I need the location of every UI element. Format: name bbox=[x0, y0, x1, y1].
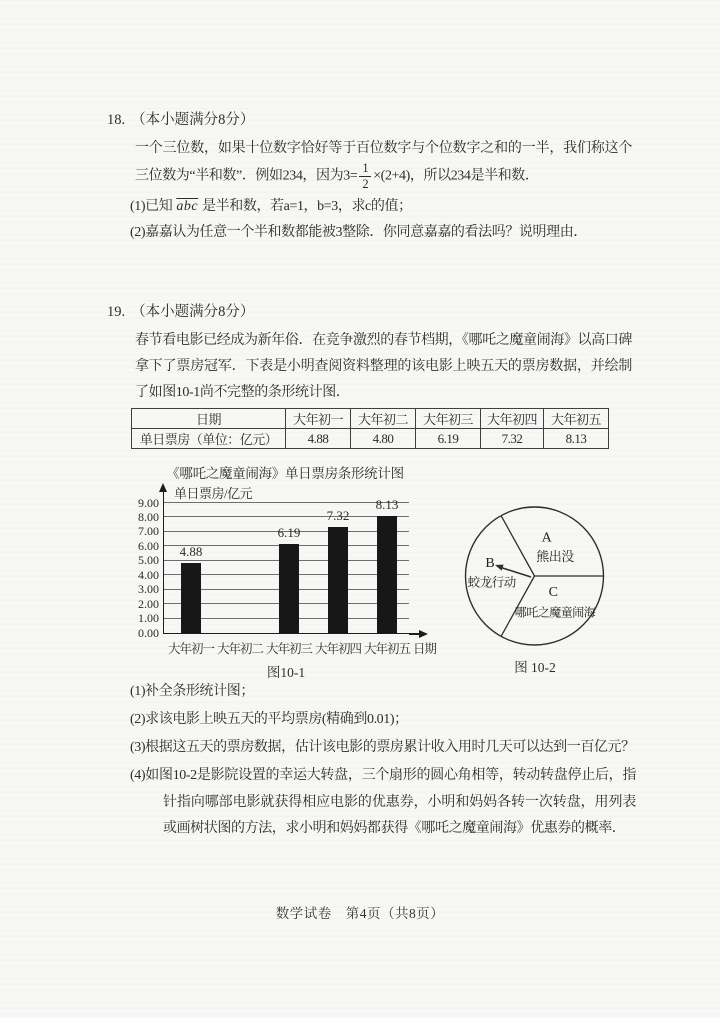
x-axis-tick-label: 大年初五 bbox=[363, 642, 410, 656]
item-1-suffix: 是半和数，若a=1，b=3，求c的值； bbox=[202, 198, 412, 214]
gridline bbox=[164, 516, 409, 517]
problem-19-intro: 春节看电影已经成为新年俗．在竞争激烈的春节档期，《哪吒之魔童闹海》以高口碑拿下了票房冠军．下表是小明查阅资料整理的该电影上映五天的票房数据，并绘制了如图10-1尚不完整的条形统计图． bbox=[135, 333, 632, 400]
problem-19-score: （本小题满分8分） bbox=[131, 304, 255, 320]
y-axis-tick-label: 1.00 bbox=[138, 611, 159, 626]
pie-chart-caption: 图 10-2 bbox=[514, 660, 556, 675]
fraction-one-half bbox=[359, 162, 371, 191]
x-axis-arrow-icon bbox=[419, 630, 432, 638]
y-axis-tick-label: 9.00 bbox=[138, 495, 159, 510]
bar bbox=[181, 563, 201, 634]
problem-18-heading bbox=[107, 108, 629, 129]
bar-value-label: 6.19 bbox=[277, 524, 301, 540]
y-axis-tick-label: 3.00 bbox=[138, 582, 159, 597]
bar bbox=[279, 544, 299, 633]
x-axis-tick-label: 大年初三 bbox=[265, 642, 312, 656]
bar-chart-y-axis-label: 单日票房/亿元 bbox=[174, 486, 253, 501]
pie-slice-b-id: B bbox=[485, 556, 495, 571]
question-2: (2)求该电影上映五天的平均票房(精确到0.01)； bbox=[130, 712, 408, 727]
problem-19 bbox=[107, 300, 632, 406]
wheel-pointer-arrow-icon bbox=[495, 565, 504, 571]
bar bbox=[377, 516, 397, 633]
table-value-day5: 8.13 bbox=[544, 429, 609, 449]
problem-18-intro-text-after: ×(2+4)，所以234是半和数． bbox=[373, 168, 539, 184]
problem-18-item-2: (2)嘉嘉认为任意一个半和数都能被3整除．你同意嘉嘉的看法吗？说明理由． bbox=[130, 224, 587, 240]
table-header-day2: 大年初二 bbox=[351, 409, 416, 429]
overline-abc: $\overline{abc}$ bbox=[176, 198, 199, 214]
problem-18 bbox=[107, 108, 632, 246]
table-value-day3: 6.19 bbox=[416, 429, 481, 449]
box-office-table bbox=[131, 408, 609, 449]
x-axis-tick-label: 大年初一 bbox=[167, 642, 214, 656]
problem-18-item-1 bbox=[130, 194, 632, 220]
problem-19-number: 19. bbox=[107, 304, 126, 320]
pie-slice-b-label: 蛟龙行动 bbox=[467, 575, 516, 590]
fraction-denominator: 2 bbox=[362, 176, 369, 191]
y-axis-tick-label: 8.00 bbox=[138, 509, 159, 524]
y-axis-arrow-icon bbox=[159, 479, 167, 492]
problem-18-items bbox=[130, 194, 632, 246]
bar-chart-title: 《哪吒之魔童闹海》单日票房条形统计图 bbox=[166, 466, 404, 481]
pie-slice-c-label: 哪吒之魔童闹海 bbox=[514, 605, 596, 620]
pie-chart-svg bbox=[455, 495, 655, 655]
bar-chart bbox=[138, 495, 437, 680]
item-1-prefix: (1)已知 bbox=[130, 198, 173, 214]
table-row-label: 单日票房（单位：亿元） bbox=[132, 429, 286, 449]
problem-18-score: （本小题满分8分） bbox=[131, 112, 255, 128]
pie-slice-a-label: 熊出没 bbox=[536, 549, 574, 564]
bar-value-label: 4.88 bbox=[179, 543, 203, 559]
y-axis-tick-label: 6.00 bbox=[138, 538, 159, 553]
bar-chart-plot bbox=[138, 495, 437, 680]
y-axis-tick-label: 0.00 bbox=[138, 625, 159, 640]
bar-value-label: 7.32 bbox=[326, 508, 350, 524]
table-header-row bbox=[132, 409, 609, 429]
pie-slice-a-id: A bbox=[541, 530, 552, 546]
problem-19-questions bbox=[130, 679, 636, 844]
fraction-numerator: 1 bbox=[359, 162, 371, 177]
problem-19-heading bbox=[107, 300, 629, 321]
bar-chart-x-axis-label: 日期 bbox=[413, 642, 437, 656]
problem-18-intro bbox=[135, 136, 632, 191]
x-axis-tick-label: 大年初四 bbox=[314, 642, 361, 656]
table-header-date: 日期 bbox=[132, 409, 286, 429]
pie-chart bbox=[455, 495, 655, 680]
page-footer: 数学试卷 第4页（共8页） bbox=[275, 906, 445, 921]
question-4: (4)如图10-2是影院设置的幸运大转盘，三个扇形的圆心角相等，转动转盘停止后，指针指向哪部电影就获得相应电影的优惠券，小明和妈妈各转一次转盘，用列表或画树状图的方法，求小明和妈妈都获得《哪吒之魔童闹海》优惠券的概率． bbox=[130, 768, 636, 836]
y-axis-tick-label: 7.00 bbox=[138, 524, 159, 539]
y-axis-tick-label: 5.00 bbox=[138, 553, 159, 568]
table-value-day2: 4.80 bbox=[351, 429, 416, 449]
bar bbox=[328, 527, 348, 633]
bar-value-label: 8.13 bbox=[375, 496, 399, 512]
table-header-day5: 大年初五 bbox=[544, 409, 609, 429]
pie-slice-c-id: C bbox=[548, 585, 558, 600]
question-3: (3)根据这五天的票房数据，估计该电影的票房累计收入用时几天可以达到一百亿元？ bbox=[130, 740, 635, 755]
table-header-day3: 大年初三 bbox=[416, 409, 481, 429]
table-value-day4: 7.32 bbox=[481, 429, 544, 449]
question-1: (1)补全条形统计图； bbox=[130, 684, 254, 699]
problem-18-intro-text: 一个三位数，如果十位数字恰好等于百位数字与个位数字之和的一半，我们称这个三位数为“半和数”．例如234，因为3= bbox=[135, 141, 632, 184]
problem-18-number: 18. bbox=[107, 112, 126, 128]
y-axis-tick-label: 4.00 bbox=[138, 567, 159, 582]
table-header-day4: 大年初四 bbox=[481, 409, 544, 429]
y-axis-tick-label: 2.00 bbox=[138, 596, 159, 611]
bar-chart-caption: 图10-1 bbox=[266, 665, 306, 680]
x-axis-tick-label: 大年初二 bbox=[216, 642, 263, 656]
table-value-day1: 4.88 bbox=[286, 429, 351, 449]
table-header-day1: 大年初一 bbox=[286, 409, 351, 429]
table-data-row bbox=[132, 429, 609, 449]
pie-divider-upper-left bbox=[501, 516, 534, 576]
